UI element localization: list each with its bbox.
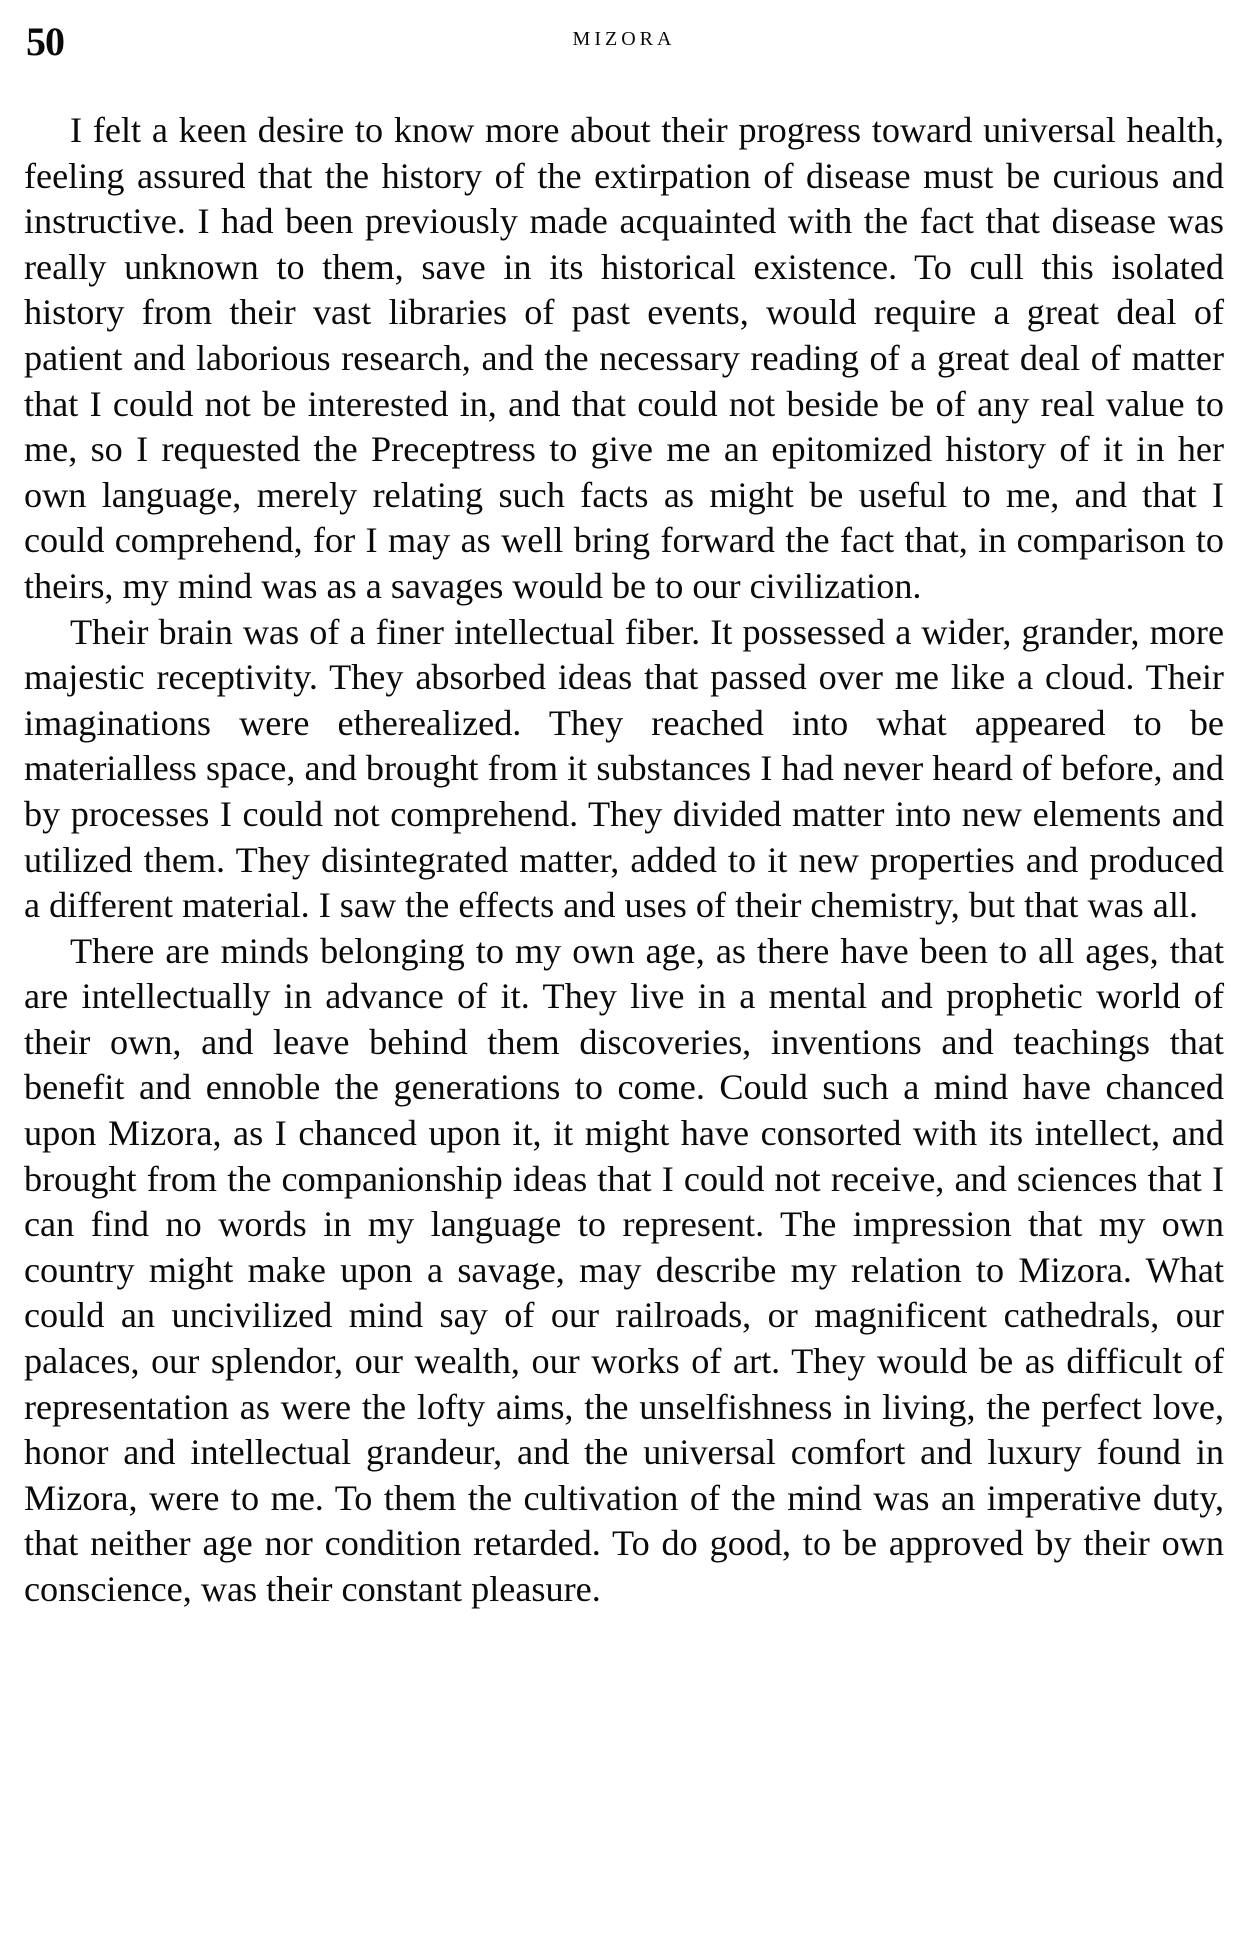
paragraph-2: Their brain was of a finer intellectual fiber. It possessed a wider, grander, more majestic receptivity. They absorbed ideas that passed over me like a cloud. Their imaginations were etherealized. They reached into what appeared to be materialless space, and brought from it substances I had never heard of before, and by processes I could not comprehend. They divided matter into new elements and utilized them. They disintegrated matter, added to it new properties and produced a different material. I saw the effects and uses of their chemistry, but that was all.	[24, 611, 1224, 926]
body-text	[24, 108, 1224, 1613]
paragraph-1: I felt a keen desire to know more about their progress toward universal health, feeling assured that the history of the extirpation of disease must be curious and instructive. I had been previously made acquainted with the fact that disease was really unknown to them, save in its historical existence. To cull this isolated history from their vast libraries of past events, would require a great deal of patient and laborious research, and the necessary reading of a great deal of matter that I could not be interested in, and that could not beside be of any real value to me, so I requested the Preceptress to give me an epitomized history of it in her own language, merely relating such facts as might be useful to me, and that I could comprehend, for I may as well bring forward the fact that, in comparison to theirs, my mind was as a savages would be to our civilization.	[24, 110, 1224, 606]
running-title: MIZORA	[572, 28, 676, 50]
page-header	[24, 16, 1224, 76]
page-number: 50	[26, 19, 64, 64]
book-page	[24, 16, 1224, 1609]
paragraph-3: There are minds belonging to my own age, as there have been to all ages, that are intellectually in advance of it. They live in a mental and prophetic world of their own, and leave behind them discoveries, inventions and teachings that benefit and ennoble the generations to come. Could such a mind have chanced upon Mizora, as I chanced upon it, it might have consorted with its intellect, and brought from the companionship ideas that I could not receive, and sciences that I can find no words in my language to represent. The impression that my own country might make upon a savage, may describe my relation to Mizora. What could an uncivilized mind say of our railroads, or magnificent cathedrals, our palaces, our splendor, our wealth, our works of art. They would be as difficult of representation as were the lofty aims, the unselfishness in living, the perfect love, honor and intellectual grandeur, and the universal comfort and luxury found in Mizora, were to me. To them the cultivation of the mind was an imperative duty, that neither age nor condition retarded. To do good, to be approved by their own conscience, was their constant pleasure.	[24, 930, 1224, 1609]
